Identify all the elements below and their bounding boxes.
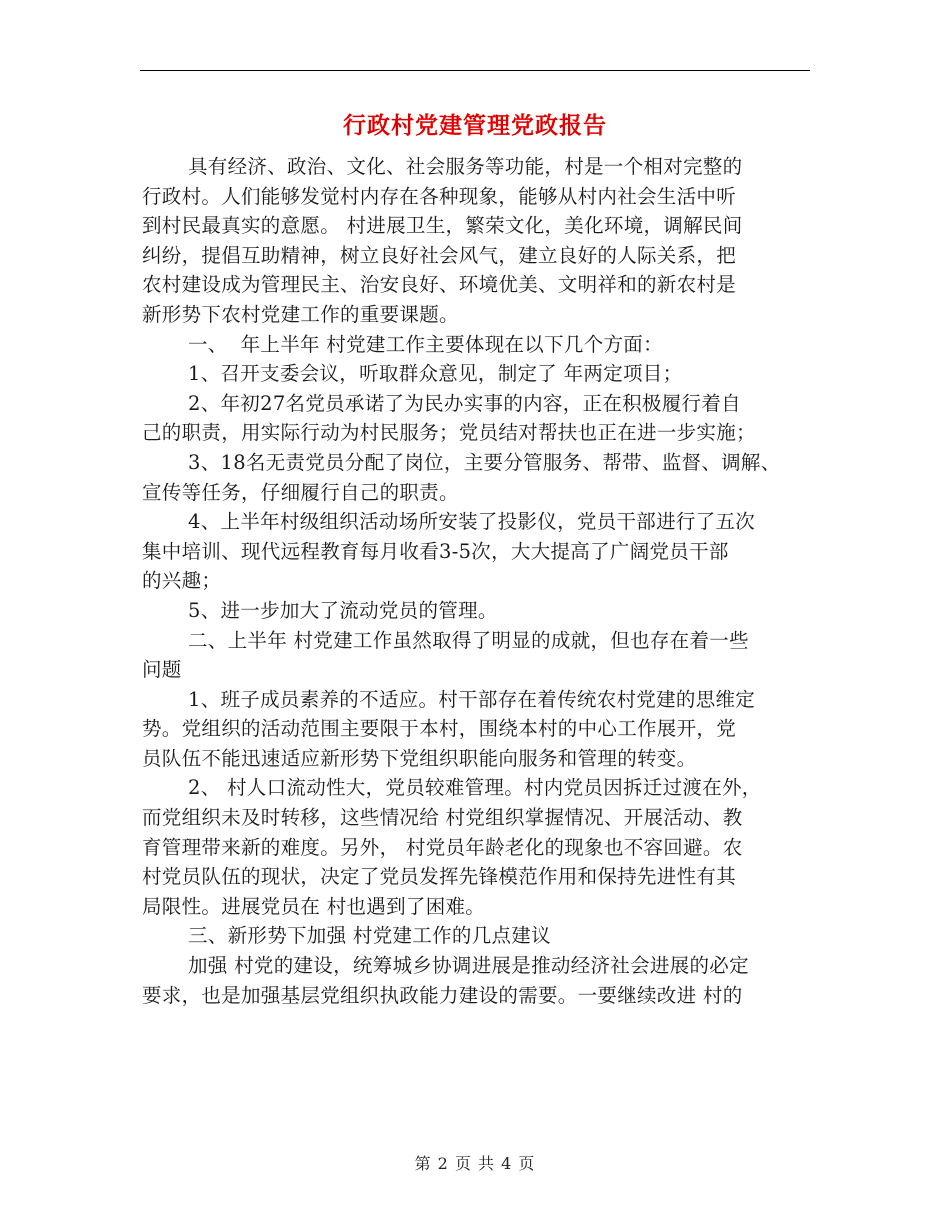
text-line: 纠纷，提倡互助精神，树立良好社会风气，建立良好的人际关系，把 bbox=[142, 243, 737, 267]
paragraph bbox=[142, 448, 832, 507]
paragraph bbox=[142, 596, 832, 626]
text-line: 1、召开支委会议，听取群众意见，制定了 年两定项目； bbox=[188, 362, 683, 386]
text-line: 到村民最真实的意愿。 村进展卫生，繁荣文化，美化环境，调解民间 bbox=[142, 214, 743, 238]
text-line: 4、上半年村级组织活动场所安装了投影仪，党员干部进行了五次 bbox=[188, 510, 756, 534]
text-line: 问题 bbox=[142, 658, 182, 682]
paragraph bbox=[142, 773, 832, 921]
paragraph bbox=[142, 359, 832, 389]
text-line: 集中培训、现代远程教育每月收看3-5次，大大提高了广阔党员干部 bbox=[142, 539, 729, 563]
text-line: 三、新形势下加强 村党建工作的几点建议 bbox=[188, 924, 551, 948]
text-line: 的兴趣； bbox=[142, 569, 222, 593]
text-line: 局限性。进展党员在 村也遇到了困难。 bbox=[142, 894, 486, 918]
text-line: 势。党组织的活动范围主要限于本村，围绕本村的中心工作展开，党 bbox=[142, 717, 737, 741]
text-line: 二、上半年 村党建工作虽然取得了明显的成就，但也存在着一些 bbox=[188, 628, 749, 652]
page-footer: 第 2 页 共 4 页 bbox=[414, 1154, 536, 1173]
text-line: 己的职责，用实际行动为村民服务；党员结对帮扶也正在进一步实施； bbox=[142, 421, 756, 445]
text-line: 具有经济、政治、文化、社会服务等功能，村是一个相对完整的 bbox=[188, 155, 743, 178]
text-line: 1、班子成员素养的不适应。村干部存在着传统农村党建的思维定 bbox=[188, 687, 756, 711]
text-line: 要求，也是加强基层党组织执政能力建设的需要。一要继续改进 村的 bbox=[142, 983, 743, 1007]
text-line: 员队伍不能迅速适应新形势下党组织职能向服务和管理的转变。 bbox=[142, 746, 697, 770]
text-line: 一、 年上半年 村党建工作主要体现在以下几个方面： bbox=[188, 332, 663, 356]
paragraph bbox=[142, 507, 832, 596]
paragraph bbox=[142, 951, 832, 1010]
document-body bbox=[142, 152, 832, 1010]
text-line: 村党员队伍的现状，决定了党员发挥先锋模范作用和保持先进性有其 bbox=[142, 865, 737, 889]
text-line: 宣传等任务，仔细履行自己的职责。 bbox=[142, 480, 459, 504]
paragraph bbox=[142, 685, 832, 774]
text-line: 而党组织未及时转移，这些情况给 村党组织掌握情况、开展活动、教 bbox=[142, 806, 743, 830]
text-line: 行政村。人们能够发觉村内存在各种现象，能够从村内社会生活中听 bbox=[142, 184, 737, 208]
header-rule bbox=[140, 70, 810, 71]
text-line: 3、18名无责党员分配了岗位，主要分管服务、帮带、监督、调解、 bbox=[188, 450, 781, 474]
text-line: 育管理带来新的难度。另外， 村党员年龄老化的现象也不容回避。农 bbox=[142, 835, 743, 859]
text-line: 农村建设成为管理民主、治安良好、环境优美、文明祥和的新农村是 bbox=[142, 273, 737, 297]
paragraph bbox=[142, 330, 832, 360]
text-line: 5、进一步加大了流动党员的管理。 bbox=[188, 598, 498, 622]
paragraph bbox=[142, 389, 832, 448]
document-title: 行政村党建管理党政报告 bbox=[343, 112, 607, 139]
paragraph bbox=[142, 152, 832, 330]
text-line: 2、 村人口流动性大，党员较难管理。村内党员因拆迁过渡在外， bbox=[188, 776, 762, 800]
paragraph bbox=[142, 626, 832, 685]
paragraph bbox=[142, 921, 832, 951]
text-line: 新形势下农村党建工作的重要课题。 bbox=[142, 302, 459, 326]
text-line: 加强 村党的建设，统筹城乡协调进展是推动经济社会进展的必定 bbox=[188, 954, 749, 978]
text-line: 2、年初27名党员承诺了为民办实事的内容，正在积极履行着自 bbox=[188, 391, 741, 415]
